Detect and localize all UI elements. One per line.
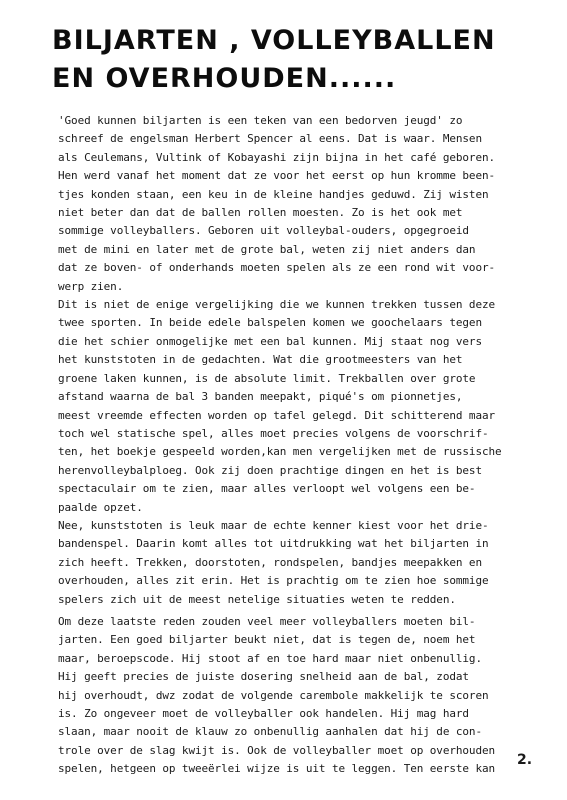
paragraph xyxy=(58,296,536,517)
text-line: sommige volleyballers. Geboren uit volleybal-ouders, opgegroeid xyxy=(58,224,469,238)
text-line: afstand waarna de bal 3 banden meepakt, piqué's om pionnetjes, xyxy=(58,390,463,404)
text-line: spectaculair om te zien, maar alles verloopt wel volgens een be- xyxy=(58,482,476,496)
text-line: als Ceulemans, Vultink of Kobayashi zijn bijna in het café geboren. xyxy=(58,150,496,164)
text-line: ten, het boekje gespeeld worden,kan men vergelijken met de russische xyxy=(58,445,502,459)
text-line: overhouden, alles zit erin. Het is prachtig om te zien hoe sommige xyxy=(58,574,489,588)
text-line: Hen werd vanaf het moment dat ze voor het eerst op hun kromme been- xyxy=(58,169,496,183)
text-line: schreef de engelsman Herbert Spencer al eens. Dat is waar. Mensen xyxy=(58,132,482,146)
text-line: is. Zo ongeveer moet de volleyballer ook handelen. Hij mag hard xyxy=(58,707,469,720)
text-line: paalde opzet. xyxy=(58,500,143,514)
text-line: dat ze boven- of onderhands moeten spelen als ze een rond wit voor- xyxy=(58,261,496,275)
text-line: spelen, hetgeen op tweeërlei wijze is uit te leggen. Ten eerste kan xyxy=(58,762,496,776)
text-line: werp zien. xyxy=(58,279,124,293)
text-line: spelers zich uit de meest netelige situaties weten te redden. xyxy=(58,592,456,606)
text-line: niet beter dan dat de ballen rollen moesten. Zo is het ook met xyxy=(58,206,463,220)
text-line: Om deze laatste reden zouden veel meer volleyballers moeten bil- xyxy=(58,614,476,628)
text-line: tjes konden staan, een keu in de kleine handjes geduwd. Zij wisten xyxy=(58,187,489,201)
title-line-2: EN OVERHOUDEN...... xyxy=(52,63,397,94)
text-line: Hij geeft precies de juiste dosering snelheid aan de bal, zodat xyxy=(58,670,469,684)
page-number: 2. xyxy=(517,752,533,768)
text-line: Dit is niet de enige vergelijking die we kunnen trekken tussen deze xyxy=(58,298,496,312)
text-line: trole over de slag kwijt is. Ook de volleyballer moet op overhouden xyxy=(58,743,496,757)
text-line: Nee, kunststoten is leuk maar de echte kenner kiest voor het drie- xyxy=(58,518,489,532)
text-line: maar, beroepscode. Hij stoot af en toe hard maar niet onbenullig. xyxy=(58,651,482,665)
text-line: toch wel statische spel, alles moet precies volgens de voorschrif- xyxy=(58,426,489,440)
text-line: die het schier onmogelijke met een bal kunnen. Mij staat nog vers xyxy=(58,334,482,348)
paragraph xyxy=(58,613,536,779)
text-line: herenvolleybalploeg. Ook zij doen prachtige dingen en het is best xyxy=(58,463,482,477)
text-line: bandenspel. Daarin komt alles tot uitdrukking wat het biljarten in xyxy=(58,537,489,551)
text-line: met de mini en later met de grote bal, weten zij niet anders dan xyxy=(58,242,476,256)
text-line: zich heeft. Trekken, doorstoten, rondspelen, bandjes meepakken en xyxy=(58,555,482,569)
text-line: jarten. Een goed biljarter beukt niet, dat is tegen de, noem het xyxy=(58,633,476,647)
article-body xyxy=(58,112,536,779)
text-line: twee sporten. In beide edele balspelen komen we goochelaars tegen xyxy=(58,316,482,330)
text-line: hij overhoudt, dwz zodat de volgende carembole makkelijk te scoren xyxy=(58,688,489,702)
text-line: het kunststoten in de gedachten. Wat die grootmeesters van het xyxy=(58,353,463,367)
text-line: slaan, maar nooit de klauw zo onbenullig aanhalen dat hij de con- xyxy=(58,725,482,739)
text-line: meest vreemde effecten worden op tafel gelegd. Dit schitterend maar xyxy=(58,408,496,422)
paragraph xyxy=(58,112,536,296)
paragraph xyxy=(58,517,536,609)
text-line: groene laken kunnen, is de absolute limit. Trekballen over grote xyxy=(58,371,476,385)
title-line-1: BILJARTEN , VOLLEYBALLEN xyxy=(52,25,496,56)
article-title xyxy=(52,22,522,98)
text-line: 'Goed kunnen biljarten is een teken van een bedorven jeugd' zo xyxy=(58,114,463,127)
